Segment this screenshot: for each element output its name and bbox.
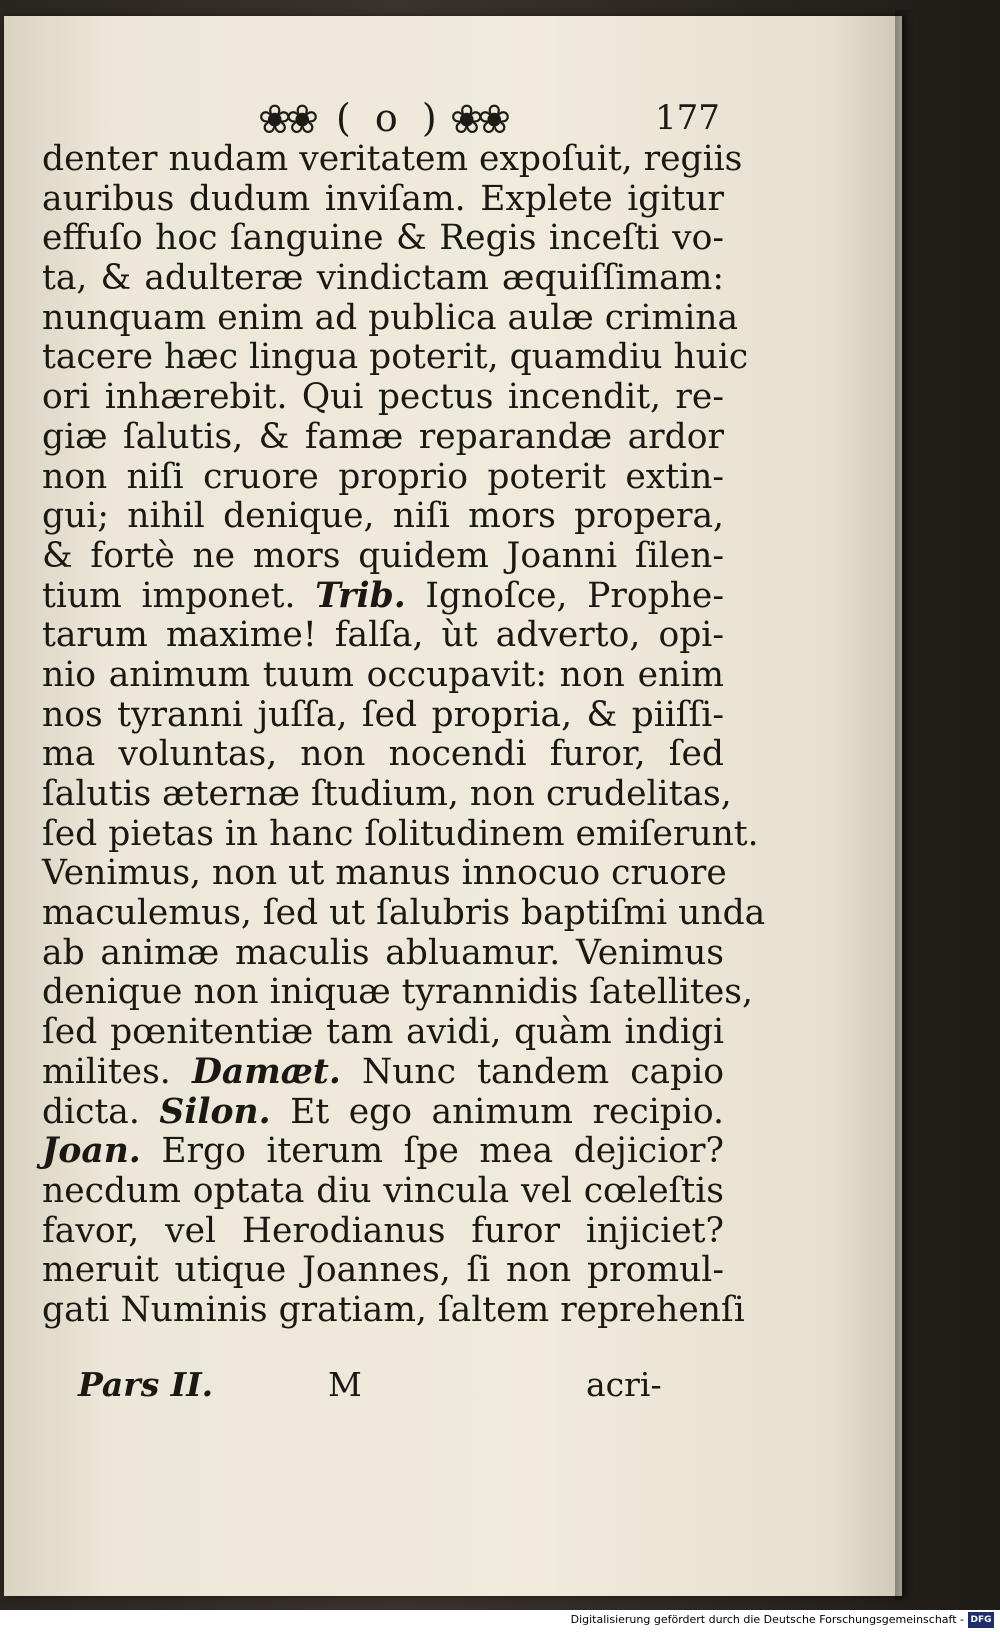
- funding-credit: Digitalisierung gefördert durch die Deutsche Forschungsgemeinschaft -: [570, 1613, 964, 1626]
- spine-shadow: [895, 10, 915, 1600]
- text-line: [42, 497, 724, 537]
- text-line: [42, 180, 724, 220]
- text-segment: Venimus, non ut manus innocuo cruore: [42, 853, 727, 894]
- page-footer: [78, 1365, 678, 1415]
- text-segment: denique non iniquæ tyrannidis ſatellites,: [42, 972, 753, 1013]
- page-number: 177: [655, 98, 720, 138]
- text-line: [42, 1132, 724, 1172]
- credit-bar: [0, 1610, 1000, 1632]
- text-line: [42, 1251, 724, 1291]
- text-line: [42, 972, 753, 1013]
- text-segment: favor, vel Herodianus furor injiciet?: [42, 1210, 724, 1251]
- dfg-logo-icon: DFG: [968, 1612, 994, 1628]
- text-line: [42, 1172, 724, 1212]
- text-line: [42, 139, 743, 180]
- text-segment: tacere hæc lingua poterit, quamdiu huic: [42, 337, 749, 378]
- text-segment: milites.: [42, 1051, 192, 1092]
- text-segment: & fortè ne mors quidem Joanni ſilen-: [42, 535, 724, 576]
- text-line: [42, 337, 749, 378]
- signature-mark: M: [328, 1365, 362, 1404]
- text-segment: nio animum tuum occupavit: non enim: [42, 654, 724, 695]
- text-segment: ſed pœnitentiæ tam avidi, quàm indigi: [42, 1012, 724, 1053]
- text-segment: maculemus, ſed ut ſalubris baptiſmi unda: [42, 893, 766, 934]
- text-segment: tium imponet.: [42, 575, 316, 616]
- text-segment: meruit utique Joannes, ſi non promul-: [42, 1250, 724, 1291]
- text-line: [42, 1053, 724, 1093]
- text-line: [42, 853, 727, 894]
- text-line: [42, 656, 724, 696]
- text-segment: Ignoſce, Prophe-: [405, 575, 724, 616]
- text-line: [42, 1093, 724, 1133]
- speaker-name: Joan.: [42, 1131, 141, 1172]
- text-segment: ma voluntas, non nocendi furor, ſed: [42, 734, 724, 775]
- text-line: [42, 259, 724, 299]
- text-segment: Nunc tandem capio: [340, 1051, 724, 1092]
- text-segment: ori inhærebit. Qui pectus incendit, re-: [42, 377, 724, 418]
- text-line: [42, 616, 724, 656]
- text-segment: ta, & adulteræ vindictam æquiſſimam:: [42, 258, 724, 299]
- text-segment: gati Numinis gratiam, ſaltem reprehenſi: [42, 1289, 745, 1330]
- text-line: [42, 893, 766, 934]
- text-segment: effuſo hoc ſanguine & Regis inceſti vo-: [42, 218, 724, 259]
- text-segment: nunquam enim ad publica aulæ crimina: [42, 297, 739, 338]
- text-line: [42, 418, 724, 458]
- text-line: [42, 1289, 745, 1331]
- text-line: [42, 577, 724, 617]
- header-signature: ( o ): [336, 96, 443, 140]
- text-line: [42, 1212, 724, 1252]
- text-line: [42, 735, 724, 775]
- text-segment: denter nudam veritatem expoſuit, regiis: [42, 139, 743, 179]
- text-line: [42, 297, 739, 339]
- text-line: [42, 1013, 724, 1053]
- body-text: [42, 139, 766, 1331]
- part-label: Pars II.: [78, 1365, 214, 1404]
- text-segment: Ergo iterum ſpe mea dejicior?: [140, 1131, 724, 1172]
- text-segment: ſalutis æternæ ſtudium, non crudelitas,: [42, 774, 732, 814]
- text-segment: ſed pietas in hanc ſolitudinem emiſerunt.: [42, 813, 759, 854]
- text-segment: giæ ſalutis, & famæ reparandæ ardor: [42, 416, 724, 457]
- speaker-name: Silon.: [159, 1091, 271, 1132]
- text-segment: Et ego animum recipio.: [270, 1091, 725, 1132]
- ornament-left-icon: ❀❀: [258, 97, 314, 143]
- catchword: acri-: [586, 1365, 662, 1404]
- text-segment: dicta.: [42, 1091, 160, 1132]
- ornament-right-icon: ❀❀: [450, 97, 506, 143]
- text-segment: auribus dudum inviſam. Explete igitur: [42, 178, 724, 219]
- text-line: [42, 219, 724, 259]
- text-line: [42, 537, 724, 577]
- text-segment: gui; nihil denique, niſi mors propera,: [42, 496, 724, 537]
- text-segment: necdum optata diu vincula vel cœleſtis: [42, 1170, 724, 1211]
- text-line: [42, 813, 759, 855]
- text-line: [42, 934, 724, 974]
- text-segment: tarum maxime! falſa, ùt adverto, opi-: [42, 615, 724, 656]
- text-segment: nos tyranni juſſa, ſed propria, & piiſſi-: [42, 694, 724, 735]
- text-segment: non niſi cruore proprio poterit extin-: [42, 456, 724, 497]
- text-line: [42, 458, 724, 498]
- text-line: [42, 378, 724, 418]
- text-line: [42, 696, 724, 736]
- text-line: [42, 774, 732, 815]
- text-segment: ab animæ maculis abluamur. Venimus: [42, 932, 724, 973]
- speaker-name: Damæt.: [191, 1051, 341, 1092]
- speaker-name: Trib.: [315, 575, 406, 616]
